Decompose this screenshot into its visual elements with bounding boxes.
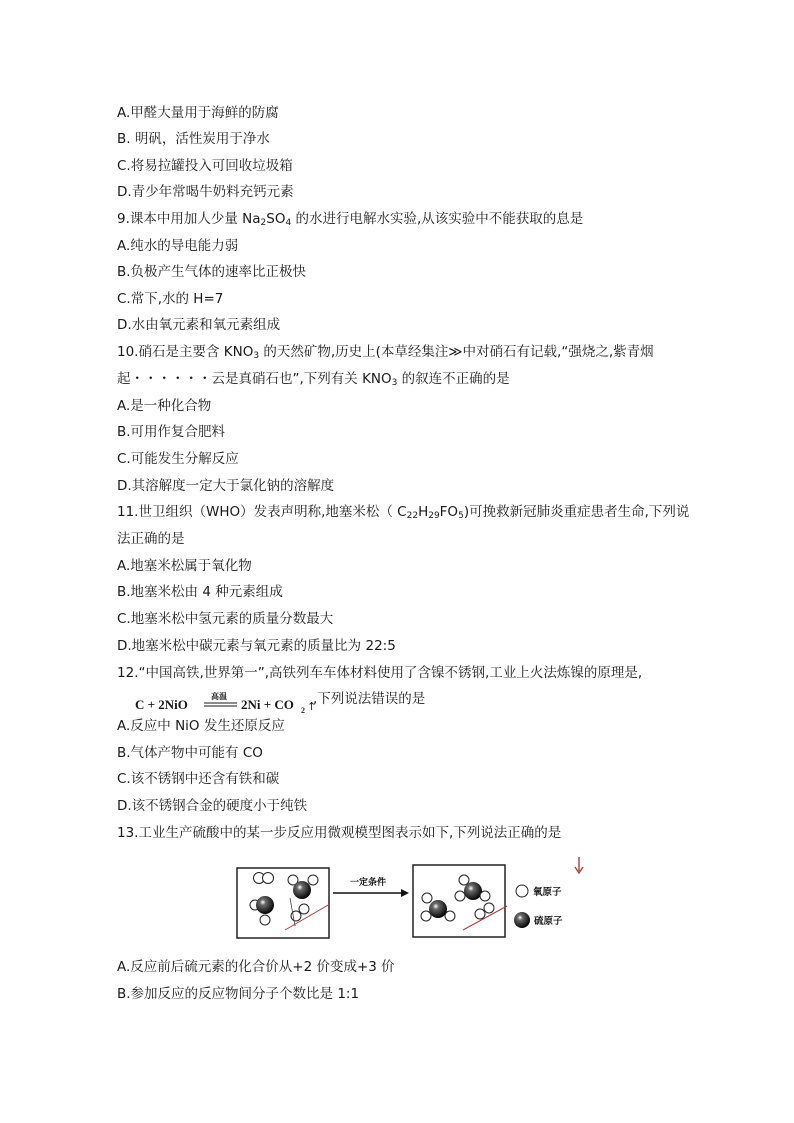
q11-stem-line1: 11.世卫组织（WHO）发表声明称,地塞米松（ $C_{22}H_{29}FO_5$)可挽救新冠肺炎重症患者生命,下列说 [117, 504, 690, 521]
reaction-arrow [333, 876, 409, 897]
q9-option-a: A.纯水的导电能力弱 [117, 238, 239, 254]
eq-condition: 高温 [211, 692, 227, 701]
q12-option-d: D.该不锈钢合金的硬度小于纯铁 [117, 798, 308, 814]
eq-left: C + 2NiO [135, 697, 188, 712]
reactants-box [237, 868, 330, 938]
q8-option-b: B. 明矾，活性炭用于净水 [117, 131, 270, 147]
q13-option-a: A.反应前后硫元素的化合价从+2 价变成+3 价 [117, 959, 395, 975]
q10-stem-line2: 起・・・・・・云是真硝石也”,下列有关 $KNO_3$ 的叙连不正确的是 [117, 371, 510, 388]
q10-option-b: B.可用作复合肥料 [117, 424, 226, 440]
legend-sulfur: 硫原子 [534, 916, 563, 927]
q12-option-c: C.该不锈钢中还含有铁和碳 [117, 771, 280, 787]
eq-right: 2Ni + CO [241, 697, 294, 712]
q9-option-b: B.负极产生气体的速率比正极快 [117, 264, 307, 280]
q10-stem-line1: 10.硝石是主要含 $KNO_3$ 的天然矿物,历史上(本草经集注≫中对硝石有记载,“强烧之,紫青烟 [117, 344, 654, 361]
gas-arrow: ↑ [307, 700, 317, 713]
q12-stem-line1: 12.“中国高铁,世界第一”,高铁列车车体材料使用了含镍不锈钢,工业上火法炼镍的原理是, [117, 665, 643, 681]
q9-stem: 9.课本中用加人少量 $Na_2SO_4$ 的水进行电解水实验,从该实验中不能获取的息是 [117, 211, 584, 228]
molecular-model-diagram [235, 858, 595, 948]
eq-sub: 2 [301, 706, 305, 715]
q10-option-a: A.是一种化合物 [117, 398, 212, 414]
q11-option-c: C.地塞米松中氢元素的质量分数最大 [117, 611, 334, 627]
q12-stem-line2: ,下列说法错误的是 [313, 691, 426, 707]
q9-option-c: C.常下,水的 H=7 [117, 291, 224, 307]
q8-option-a: A.甲醛大量用于海鲜的防腐 [117, 105, 279, 121]
q8-option-d: D.青少年常喝牛奶料充钙元素 [117, 184, 294, 200]
q10-option-d: D.其溶解度一定大于氯化钠的溶解度 [117, 478, 335, 494]
q12-option-a: A.反应中 NiO 发生还原反应 [117, 718, 285, 734]
q11-stem-line2: 法正确的是 [117, 531, 185, 547]
sulfur-atom-icon [514, 912, 530, 928]
q11-option-a: A.地塞米松属于氧化物 [117, 558, 252, 574]
arrow-label: 一定条件 [350, 878, 387, 888]
products-box [413, 865, 507, 937]
legend-oxygen: 氧原子 [533, 887, 562, 898]
q12-equation [135, 690, 315, 716]
q12-option-b: B.气体产物中可能有 CO [117, 745, 263, 761]
q11-option-d: D.地塞米松中碳元素与氧元素的质量比为 22:5 [117, 638, 396, 654]
q11-option-b: B.地塞米松由 4 种元素组成 [117, 584, 283, 600]
q8-option-c: C.将易拉罐投入可回收垃圾箱 [117, 158, 293, 174]
q9-option-d: D.水由氧元素和氧元素组成 [117, 317, 281, 333]
q13-stem: 13.工业生产硫酸中的某一步反应用微观模型图表示如下,下列说法正确的是 [117, 825, 562, 841]
legend [514, 885, 563, 928]
oxygen-atom-icon [516, 885, 528, 897]
q13-option-b: B.参加反应的反应物间分子个数比是 1:1 [117, 986, 360, 1002]
q10-option-c: C.可能发生分解反应 [117, 451, 239, 467]
